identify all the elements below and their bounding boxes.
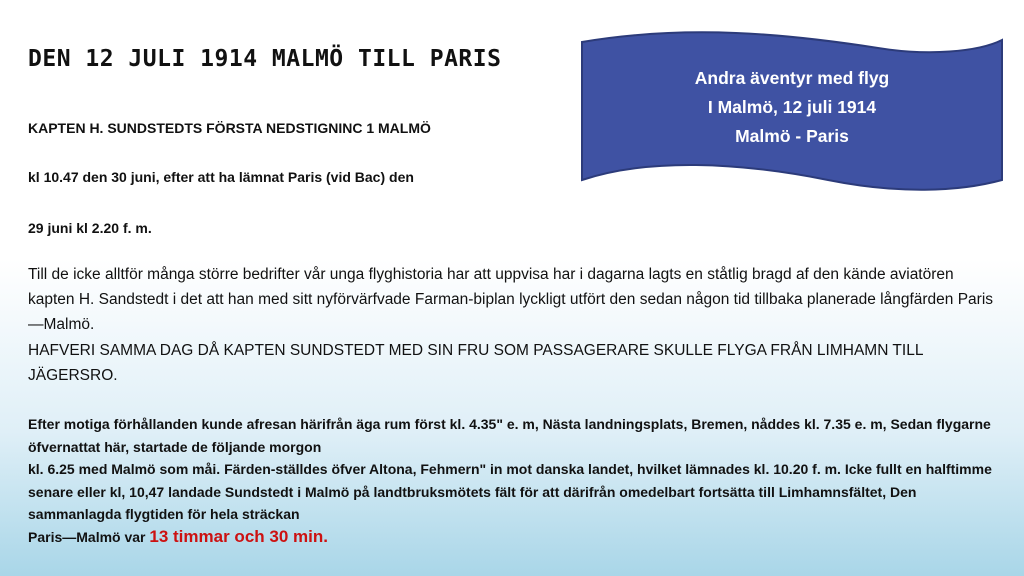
page-title: DEN 12 JULI 1914 MALMÖ TILL PARIS	[28, 46, 502, 72]
flight-account-paragraph	[28, 413, 1003, 548]
flight-account-part-3: Paris—Malmö var	[28, 528, 146, 545]
departure-date: 29 juni kl 2.20 f. m.	[28, 220, 152, 236]
flight-account-part-1: Efter motiga förhållanden kunde afresan härifrån äga rum först kl. 4.35" e. m, Nästa landningsplats, Bremen, nåddes kl. 7.35 e. m, Sedan flygarne öfvernattat här, startade de följande morgon	[28, 416, 991, 455]
flight-account-part-2: kl. 6.25 med Malmö som måi. Färden-ställdes öfver Altona, Fehmern" in mot danska landet, hvilket lämnades kl. 10.20 f. m. Icke fullt en halftimme senare eller kl, 10,47 landade Sundstedt i Malmö på landtbruksmötets fält för att därifrån omedelbart fortsätta till Limhamnsfältet, Den sammanlagda flygtiden för hela sträckan	[28, 461, 992, 522]
banner-line-1: Andra äventyr med flyg	[694, 68, 890, 88]
accident-paragraph: HAFVERI SAMMA DAG DÅ KAPTEN SUNDSTEDT MED SIN FRU SOM PASSAGERARE SKULLE FLYGA FRÅN LIMHAMN TILL JÄGERSRO.	[28, 342, 923, 384]
departure-line: kl 10.47 den 30 juni, efter att ha lämnat Paris (vid Bac) den	[28, 169, 414, 185]
banner-line-2: I Malmö, 12 juli 1914	[707, 97, 877, 117]
banner-text	[578, 64, 1006, 151]
intro-paragraph: Till de icke alltför många större bedrifter vår unga flyghistoria har att uppvisa har i dagarna lagts en ståtlig bragd af den kände aviatören kapten H. Sandstedt i det att han med sitt nyförvärfvade Farman-biplan lyckligt utfört den sedan någon tid tillbaka planerade långfärden Paris—Malmö.	[28, 266, 994, 333]
subheading: KAPTEN H. SUNDSTEDTS FÖRSTA NEDSTIGNINC 1 MALMÖ	[28, 120, 431, 136]
banner-line-3: Malmö - Paris	[735, 126, 849, 146]
flight-time-highlight: 13 timmar och 30 min.	[149, 526, 328, 546]
